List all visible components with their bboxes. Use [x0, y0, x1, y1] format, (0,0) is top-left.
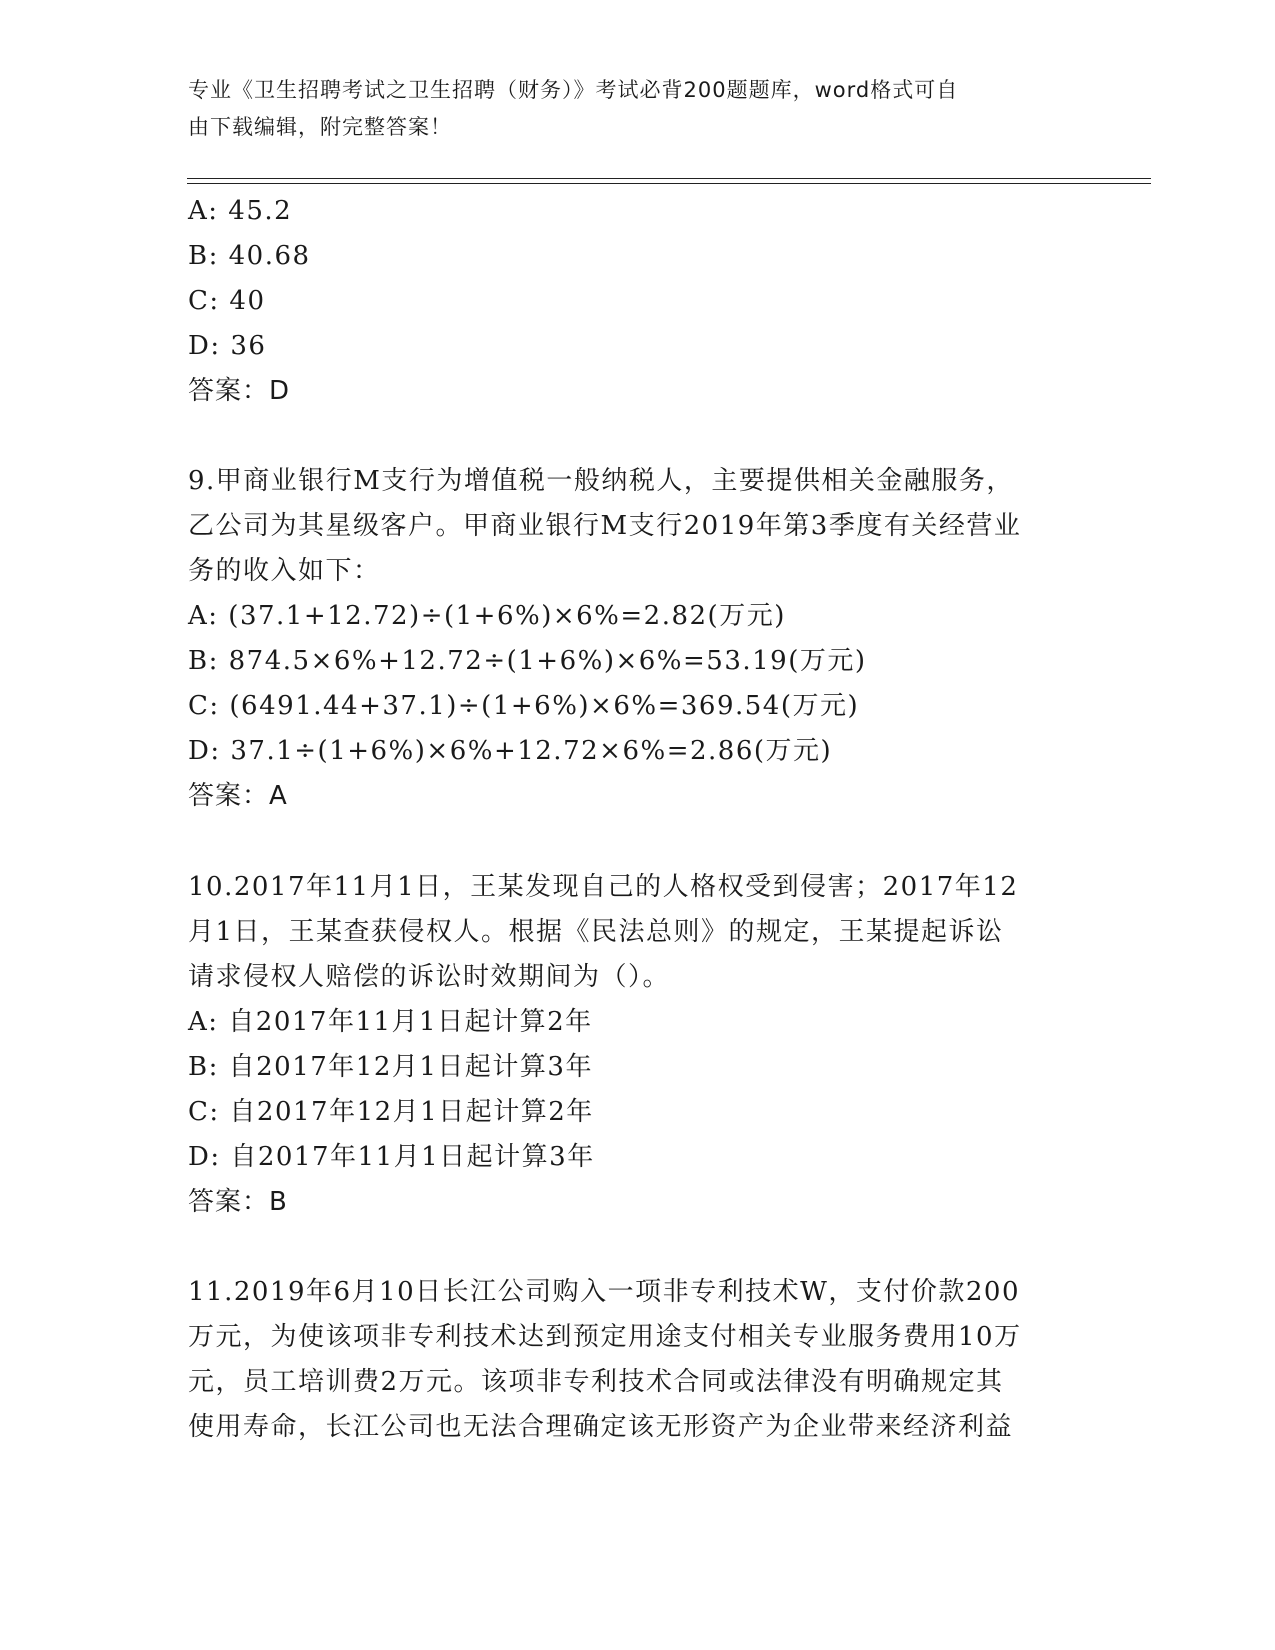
- q9-option-a: A: (37.1+12.72)÷(1+6%)×6%=2.82(万元): [188, 601, 786, 631]
- q11-stem-line-3: 元，员工培训费2万元。该项非专利技术合同或法律没有明确规定其: [188, 1367, 1004, 1397]
- document-header: [188, 72, 1068, 146]
- q8-option-c: C: 40: [188, 286, 266, 316]
- q9-option-c: C: (6491.44+37.1)÷(1+6%)×6%=369.54(万元): [188, 691, 860, 721]
- q10-option-b: B: 自2017年12月1日起计算3年: [188, 1052, 593, 1082]
- q8-option-a: A: 45.2: [188, 196, 293, 226]
- q9-stem-line-2: 乙公司为其星级客户。甲商业银行M支行2019年第3季度有关经营业: [188, 511, 1022, 541]
- q10-stem-line-3: 请求侵权人赔偿的诉讼时效期间为（）。: [188, 962, 671, 992]
- q8-option-d: D: 36: [188, 331, 267, 361]
- header-divider-top: [187, 178, 1151, 179]
- q9-option-d: D: 37.1÷(1+6%)×6%+12.72×6%=2.86(万元): [188, 736, 833, 766]
- q10-option-c: C: 自2017年12月1日起计算2年: [188, 1097, 594, 1127]
- q9-option-b: B: 874.5×6%+12.72÷(1+6%)×6%=53.19(万元): [188, 646, 867, 676]
- q11-stem-line-1: 11.2019年6月10日长江公司购入一项非专利技术W，支付价款200: [188, 1277, 1020, 1307]
- q9-stem-line-3: 务的收入如下：: [188, 556, 381, 586]
- header-line-1: 专业《卫生招聘考试之卫生招聘（财务）》考试必背200题题库，word格式可自: [188, 78, 959, 102]
- q8-answer: 答案：D: [188, 376, 291, 406]
- q9-answer: 答案：A: [188, 781, 288, 811]
- q10-option-d: D: 自2017年11月1日起计算3年: [188, 1142, 595, 1172]
- q10-stem-line-2: 月1日，王某查获侵权人。根据《民法总则》的规定，王某提起诉讼: [188, 917, 1004, 947]
- q11-stem-line-2: 万元，为使该项非专利技术达到预定用途支付相关专业服务费用10万: [188, 1322, 1022, 1352]
- q10-stem-line-1: 10.2017年11月1日，王某发现自己的人格权受到侵害；2017年12: [188, 872, 1019, 902]
- header-line-2: 由下载编辑，附完整答案！: [188, 115, 452, 139]
- q9-stem-line-1: 9.甲商业银行M支行为增值税一般纳税人，主要提供相关金融服务，: [188, 466, 1014, 496]
- header-divider-bottom: [187, 183, 1151, 184]
- q11-stem-line-4: 使用寿命，长江公司也无法合理确定该无形资产为企业带来经济利益: [188, 1412, 1014, 1442]
- q8-option-b: B: 40.68: [188, 241, 311, 271]
- q10-answer: 答案：B: [188, 1187, 288, 1217]
- q10-option-a: A: 自2017年11月1日起计算2年: [188, 1007, 593, 1037]
